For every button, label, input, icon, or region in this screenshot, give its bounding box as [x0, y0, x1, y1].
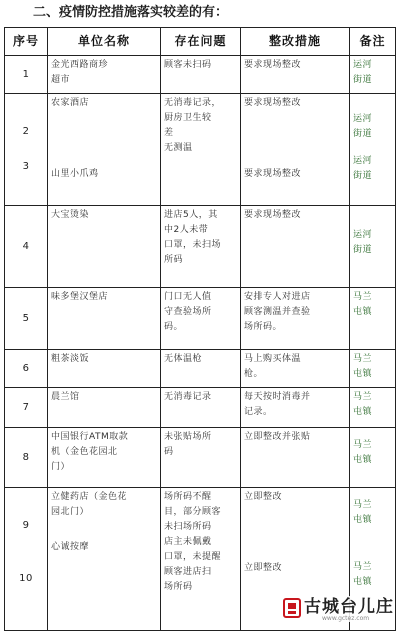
measure-line: 立即整改 — [244, 492, 283, 502]
problem-line: 厨房卫生较 — [164, 113, 212, 123]
remark-cell — [350, 350, 396, 388]
unit-line: 机（金色花园北 — [51, 447, 118, 457]
unit-line: 超市 — [51, 75, 71, 85]
unit-cell — [48, 488, 161, 631]
remark-line: 马兰 — [353, 392, 373, 402]
unit-line: 中国银行ATM取款 — [51, 432, 129, 442]
problem-cell — [161, 288, 241, 350]
measure-line: 要求现场整改 — [244, 169, 302, 179]
watermark-logo-icon — [282, 597, 302, 619]
problem-cell — [161, 206, 241, 288]
problem-line: 守查验场所 — [164, 307, 212, 317]
unit-line: 心诚按摩 — [51, 542, 90, 552]
row-number: 6 — [5, 350, 48, 388]
problem-line: 中2人未带 — [164, 225, 209, 235]
unit-line: 山里小爪鸡 — [51, 169, 99, 179]
remark-cell — [350, 428, 396, 488]
problem-line: 无测温 — [164, 143, 193, 153]
remark-line: 屯镇 — [353, 577, 373, 587]
remark-cell — [350, 94, 396, 206]
measure-cell — [241, 206, 350, 288]
measure-line: 枪。 — [244, 369, 264, 379]
measure-cell — [241, 350, 350, 388]
table-row — [5, 56, 396, 94]
row-number: 8 — [5, 428, 48, 488]
problem-line: 场所码 — [164, 582, 193, 592]
measure-cell — [241, 428, 350, 488]
row-number: 2 — [22, 126, 30, 137]
watermark-text: 古城台儿庄 — [304, 597, 394, 617]
remark-line: 街道 — [353, 129, 373, 139]
row-number: 4 — [5, 206, 48, 288]
remark-line: 街道 — [353, 171, 373, 181]
problem-line: 码 — [164, 447, 174, 457]
measure-line: 场所码。 — [244, 322, 283, 332]
remark-line: 屯镇 — [353, 369, 373, 379]
remark-line: 屯镇 — [353, 307, 373, 317]
problem-line: 顾客进店扫 — [164, 567, 212, 577]
measure-line: 要求现场整改 — [244, 60, 302, 70]
measure-line: 要求现场整改 — [244, 210, 302, 220]
measure-line: 记录。 — [244, 407, 273, 417]
problem-cell — [161, 428, 241, 488]
problem-cell — [161, 56, 241, 94]
table-row — [5, 206, 396, 288]
remark-line: 街道 — [353, 245, 373, 255]
remark-line: 马兰 — [353, 354, 373, 364]
remark-line: 屯镇 — [353, 455, 373, 465]
problem-line: 场所码不醒 — [164, 492, 212, 502]
table-row — [5, 428, 396, 488]
row-number: 9 — [22, 520, 30, 531]
measure-line: 立即整改 — [244, 563, 283, 573]
row-number-group — [5, 488, 48, 631]
problem-line: 进店5人，其 — [164, 210, 218, 220]
table-row — [5, 388, 396, 428]
table-header-row — [5, 28, 396, 56]
problem-line: 所码 — [164, 255, 184, 265]
problem-line: 差 — [164, 128, 174, 138]
row-number: 3 — [22, 161, 30, 172]
problem-line: 门口无人值 — [164, 292, 212, 302]
problem-cell — [161, 350, 241, 388]
remark-line: 屯镇 — [353, 407, 373, 417]
remark-line: 马兰 — [353, 292, 373, 302]
problem-line: 口罩，未提醒 — [164, 552, 222, 562]
measure-line: 立即整改并张贴 — [244, 432, 311, 442]
unit-cell — [48, 288, 161, 350]
unit-line: 晨兰馆 — [51, 392, 80, 402]
unit-line: 大宝烫染 — [51, 210, 90, 220]
remark-line: 屯镇 — [353, 515, 373, 525]
problem-line: 未扫场所码 — [164, 522, 212, 532]
remark-line: 马兰 — [353, 500, 373, 510]
row-number-group — [5, 94, 48, 206]
watermark-url: www.gctez.com — [322, 615, 370, 622]
remark-line: 马兰 — [353, 562, 373, 572]
problem-line: 目，部分顾客 — [164, 507, 222, 517]
rectification-table — [4, 27, 396, 631]
measure-line: 每天按时消毒并 — [244, 392, 311, 402]
unit-cell — [48, 56, 161, 94]
measure-cell — [241, 388, 350, 428]
remark-cell — [350, 206, 396, 288]
measure-cell — [241, 288, 350, 350]
remark-line: 运河 — [353, 156, 373, 166]
col-header-no: 序号 — [5, 28, 48, 56]
unit-line: 味多堡汉堡店 — [51, 292, 109, 302]
row-number: 10 — [19, 573, 33, 584]
measure-line: 安排专人对进店 — [244, 292, 311, 302]
row-number: 5 — [5, 288, 48, 350]
unit-line: 金光西路商珍 — [51, 60, 109, 70]
unit-line: 粗茶淡饭 — [51, 354, 90, 364]
problem-cell — [161, 94, 241, 206]
section-heading: 二、疫情防控措施落实较差的有： — [33, 5, 229, 20]
problem-cell — [161, 388, 241, 428]
unit-line: 园北门） — [51, 507, 90, 517]
measure-line: 马上购买体温 — [244, 354, 302, 364]
measure-line: 顾客测温并查验 — [244, 307, 311, 317]
col-header-remark: 备注 — [350, 28, 396, 56]
problem-line: 无消毒记录 — [164, 392, 212, 402]
remark-cell — [350, 288, 396, 350]
remark-line: 运河 — [353, 230, 373, 240]
row-number: 7 — [5, 388, 48, 428]
measure-line: 要求现场整改 — [244, 98, 302, 108]
remark-line: 运河 — [353, 60, 373, 70]
table-row — [5, 350, 396, 388]
col-header-measure: 整改措施 — [241, 28, 350, 56]
table-row-group — [5, 94, 396, 206]
unit-cell — [48, 350, 161, 388]
unit-line: 立健药店（金色花 — [51, 492, 128, 502]
measure-cell — [241, 94, 350, 206]
site-watermark — [282, 596, 394, 622]
unit-cell — [48, 388, 161, 428]
remark-cell — [350, 388, 396, 428]
problem-line: 口罩，未扫场 — [164, 240, 222, 250]
measure-cell — [241, 56, 350, 94]
unit-line: 农家酒店 — [51, 98, 90, 108]
problem-cell — [161, 488, 241, 631]
remark-line: 街道 — [353, 75, 373, 85]
problem-line: 码。 — [164, 322, 184, 332]
problem-line: 无体温枪 — [164, 354, 203, 364]
unit-cell — [48, 94, 161, 206]
problem-line: 顾客未扫码 — [164, 60, 212, 70]
col-header-unit: 单位名称 — [48, 28, 161, 56]
problem-line: 店主未佩戴 — [164, 537, 212, 547]
remark-cell — [350, 56, 396, 94]
unit-cell — [48, 428, 161, 488]
unit-cell — [48, 206, 161, 288]
problem-line: 未张贴场所 — [164, 432, 212, 442]
unit-line: 门） — [51, 462, 71, 472]
remark-line: 运河 — [353, 114, 373, 124]
remark-line: 马兰 — [353, 440, 373, 450]
table-row — [5, 288, 396, 350]
col-header-problem: 存在问题 — [161, 28, 241, 56]
row-number: 1 — [5, 56, 48, 94]
problem-line: 无消毒记录， — [164, 98, 222, 108]
